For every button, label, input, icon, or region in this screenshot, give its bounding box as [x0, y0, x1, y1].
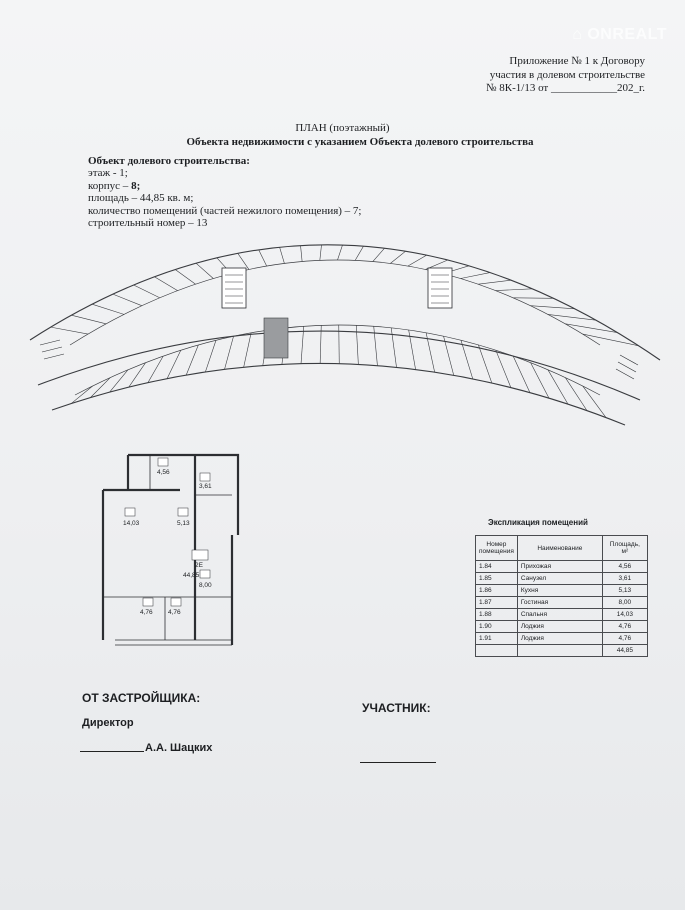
object-heading: Объект долевого строительства:: [88, 155, 250, 167]
building-line: корпус – 8;: [88, 179, 141, 192]
room-area-1-86: 5,13: [177, 520, 190, 527]
director-label: Директор: [82, 717, 134, 729]
cell-name: Санузел: [517, 573, 602, 585]
floor-line: этаж - 1;: [88, 167, 128, 179]
rooms-line: количество помещений (частей нежилого помещения) – 7;: [88, 204, 362, 217]
cell-name: Гостиная: [517, 597, 602, 609]
room-area-1-91: 4,76: [168, 609, 181, 616]
explication-table: [475, 535, 648, 657]
cell-number: 1.90: [476, 621, 518, 633]
cell-name: Лоджия: [517, 633, 602, 645]
cell-area: 4,76: [602, 633, 647, 645]
watermark-logo-icon: ⌂: [572, 26, 583, 43]
table-row: [476, 609, 648, 621]
table-row: [476, 621, 648, 633]
cell-area: 4,76: [602, 621, 647, 633]
cell-number: [476, 645, 518, 657]
cell-name: Кухня: [517, 585, 602, 597]
participant-label: УЧАСТНИК:: [362, 701, 431, 715]
watermark: ⌂ ONREALT: [572, 26, 667, 43]
cell-name: Спальня: [517, 609, 602, 621]
room-area-1-90: 4,76: [140, 609, 153, 616]
cell-name: [517, 645, 602, 657]
cell-name: Прихожая: [517, 561, 602, 573]
room-area-1-84: 4,56: [157, 469, 170, 476]
room-area-1-88: 14,03: [123, 520, 140, 527]
cell-area: 44,85: [602, 645, 647, 657]
room-area-1-87: 8,00: [199, 582, 212, 589]
cell-area: 3,61: [602, 573, 647, 585]
unit-total-area: 44,85: [183, 572, 200, 579]
col-area: Площадь, м²: [602, 536, 647, 561]
cell-number: 1.84: [476, 561, 518, 573]
room-area-1-85: 3,61: [199, 483, 212, 490]
cell-area: 8,00: [602, 597, 647, 609]
table-row: [476, 585, 648, 597]
table-row: [476, 645, 648, 657]
cell-number: 1.91: [476, 633, 518, 645]
participant-signature-line: [360, 762, 436, 763]
table-row: [476, 573, 648, 585]
cell-area: 5,13: [602, 585, 647, 597]
col-name: Наименование: [517, 536, 602, 561]
table-row: [476, 633, 648, 645]
cell-number: 1.85: [476, 573, 518, 585]
cell-area: 4,56: [602, 561, 647, 573]
cell-number: 1.87: [476, 597, 518, 609]
area-line: площадь – 44,85 кв. м;: [88, 192, 194, 205]
developer-label: ОТ ЗАСТРОЙЩИКА:: [82, 691, 201, 705]
col-number: Номер помещения: [476, 536, 518, 561]
explication-title: Экспликация помещений: [488, 518, 588, 527]
cell-number: 1.86: [476, 585, 518, 597]
appendix-header: Приложение № 1 к Договору участия в долевом строительстве № 8К-1/13 от ____________202_г.: [486, 55, 645, 94]
cell-number: 1.88: [476, 609, 518, 621]
cell-name: Лоджия: [517, 621, 602, 633]
construction-number-line: строительный номер – 13: [88, 217, 208, 230]
table-row: [476, 561, 648, 573]
table-header-row: [476, 536, 648, 561]
page-subtitle: Объекта недвижимости с указанием Объекта долевого строительства: [186, 136, 534, 148]
director-name: А.А. Шацких: [145, 742, 213, 754]
table-row: [476, 597, 648, 609]
developer-signature-line: [80, 751, 144, 752]
page-title: ПЛАН (поэтажный): [295, 122, 390, 134]
cell-area: 14,03: [602, 609, 647, 621]
unit-number-2e: 2Е: [195, 562, 203, 569]
